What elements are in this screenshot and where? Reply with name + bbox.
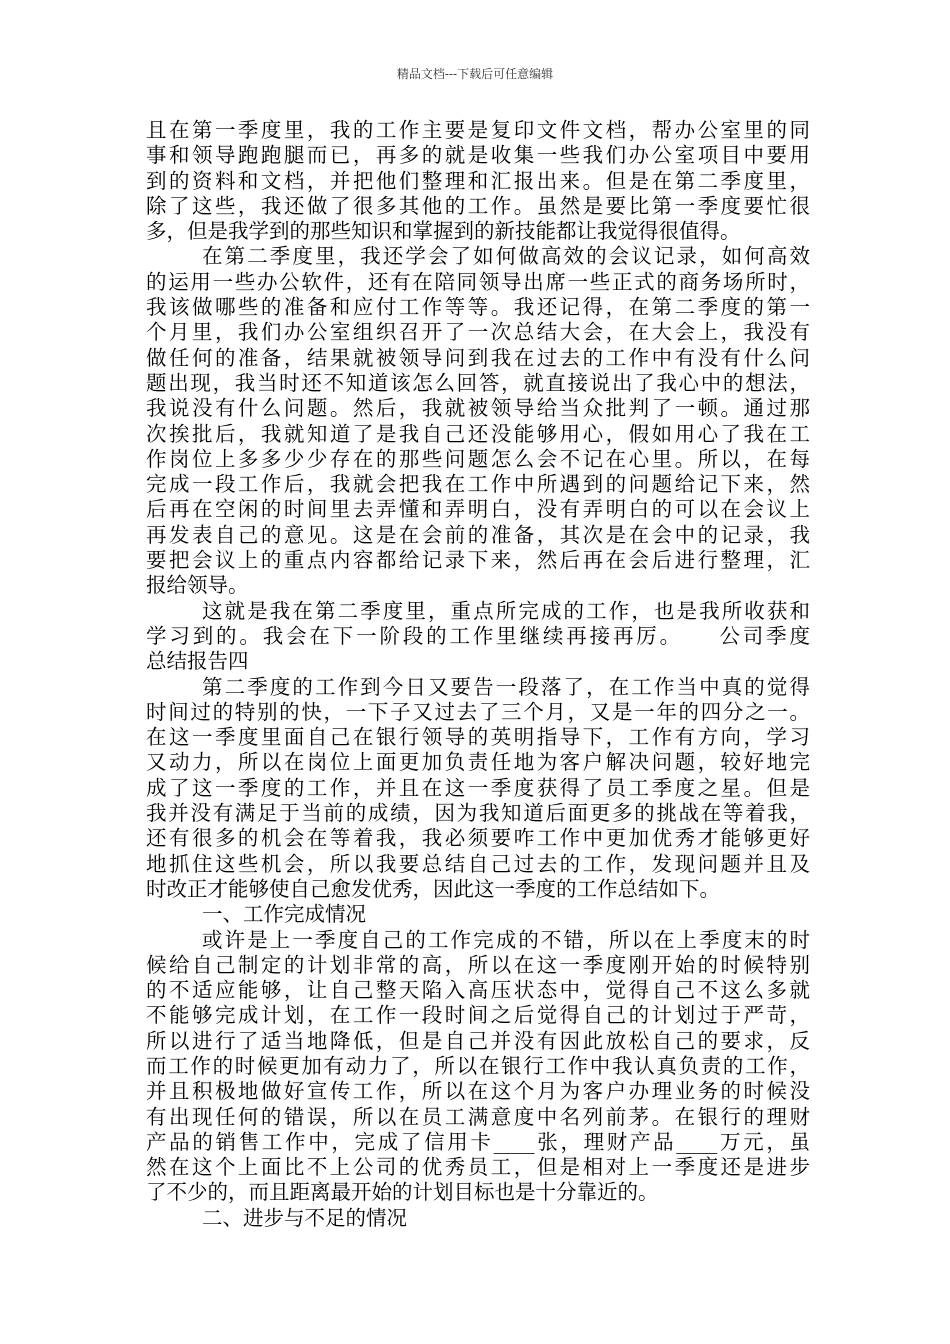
text-line: 在这一季度里面自己在银行领导的英明指导下，工作有方向，学习 <box>146 725 810 750</box>
text-line: 有出现任何的错误，所以在员工满意度中名列前茅。在银行的理财 <box>146 1104 810 1129</box>
text-line: 做任何的准备，结果就被领导问到我在过去的工作中有没有什么问 <box>146 345 810 370</box>
text-line: 除了这些，我还做了很多其他的工作。虽然是要比第一季度要忙很 <box>146 193 810 218</box>
document-body <box>146 118 810 1231</box>
text-line: 或许是上一季度自己的工作完成的不错，所以在上季度末的时 <box>202 927 810 952</box>
text-line: 二、进步与不足的情况 <box>202 1205 407 1230</box>
text-line: 而工作的时候更加有动力了，所以在银行工作中我认真负责的工作， <box>146 1053 810 1078</box>
text-line: 一、工作完成情况 <box>202 902 366 927</box>
text-line: 不能够完成计划，在工作一段时间之后觉得自己的计划过于严苛， <box>146 1003 810 1028</box>
text-line: 了不少的，而且距离最开始的计划目标也是十分靠近的。 <box>146 1180 659 1205</box>
text-line: 次挨批后，我就知道了是我自己还没能够用心，假如用心了我在工 <box>146 421 810 446</box>
text-line: 我并没有满足于当前的成绩，因为我知道后面更多的挑战在等着我， <box>146 801 810 826</box>
text-line: 时间过的特别的快，一下子又过去了三个月，又是一年的四分之一。 <box>146 699 810 724</box>
text-line: 完成一段工作后，我就会把我在工作中所遇到的问题给记下来，然 <box>146 472 810 497</box>
page-header: 精品文档---下载后可任意编辑 <box>396 67 554 81</box>
text-line: 然在这个上面比不上公司的优秀员工，但是相对上一季度还是进步 <box>146 1155 810 1180</box>
text-line: 地抓住这些机会，所以我要总结自己过去的工作，发现问题并且及 <box>146 851 810 876</box>
text-line: 第二季度的工作到今日又要告一段落了，在工作当中真的觉得 <box>202 674 810 699</box>
text-line: 要把会议上的重点内容都给记录下来，然后再在会后进行整理，汇 <box>146 548 810 573</box>
text-line: 题出现，我当时还不知道该怎么回答，就直接说出了我心中的想法， <box>146 370 810 395</box>
text-line: 又动力，所以在岗位上面更加负责任地为客户解决问题，较好地完 <box>146 750 810 775</box>
text-line: 的不适应能够，让自己整天陷入高压状态中，觉得自己不这么多就 <box>146 978 810 1003</box>
text-line: 还有很多的机会在等着我，我必须要咋工作中更加优秀才能够更好 <box>146 826 810 851</box>
text-line: 产品的销售工作中，完成了信用卡____张，理财产品____万元，虽 <box>146 1129 810 1154</box>
text-line: 的运用一些办公软件，还有在陪同领导出席一些正式的商务场所时， <box>146 269 810 294</box>
text-line: 后再在空闲的时间里去弄懂和弄明白，没有弄明白的可以在会议上 <box>146 497 810 522</box>
text-line: 总结报告四 <box>146 649 249 674</box>
text-line: 学习到的。我会在下一阶段的工作里继续再接再厉。 公司季度 <box>146 623 810 648</box>
text-line: 我该做哪些的准备和应付工作等等。我还记得，在第二季度的第一 <box>146 295 810 320</box>
text-line: 报给领导。 <box>146 573 249 598</box>
text-line: 且在第一季度里，我的工作主要是复印文件文档，帮办公室里的同 <box>146 118 810 142</box>
text-line: 作岗位上多多少少存在的那些问题怎么会不记在心里。所以，在每 <box>146 446 810 471</box>
text-line: 候给自己制定的计划非常的高，所以在这一季度刚开始的时候特别 <box>146 952 810 977</box>
text-line: 在第二季度里，我还学会了如何做高效的会议记录，如何高效 <box>202 244 810 269</box>
text-line: 个月里，我们办公室组织召开了一次总结大会，在大会上，我没有 <box>146 320 810 345</box>
text-line: 事和领导跑跑腿而已，再多的就是收集一些我们办公室项目中要用 <box>146 143 810 168</box>
text-line: 我说没有什么问题。然后，我就被领导给当众批判了一顿。通过那 <box>146 396 810 421</box>
text-line: 时改正才能够使自己愈发优秀，因此这一季度的工作总结如下。 <box>146 876 720 901</box>
text-line: 到的资料和文档，并把他们整理和汇报出来。但是在第二季度里， <box>146 168 810 193</box>
text-line: 这就是我在第二季度里，重点所完成的工作，也是我所收获和 <box>202 598 810 623</box>
text-line: 成了这一季度的工作，并且在这一季度获得了员工季度之星。但是 <box>146 775 810 800</box>
text-line: 再发表自己的意见。这是在会前的准备，其次是在会中的记录，我 <box>146 522 810 547</box>
text-line: 所以进行了适当地降低，但是自己并没有因此放松自己的要求，反 <box>146 1028 810 1053</box>
text-line: 并且积极地做好宣传工作，所以在这个月为客户办理业务的时候没 <box>146 1079 810 1104</box>
text-line: 多，但是我学到的那些知识和掌握到的新技能都让我觉得很值得。 <box>146 219 741 244</box>
